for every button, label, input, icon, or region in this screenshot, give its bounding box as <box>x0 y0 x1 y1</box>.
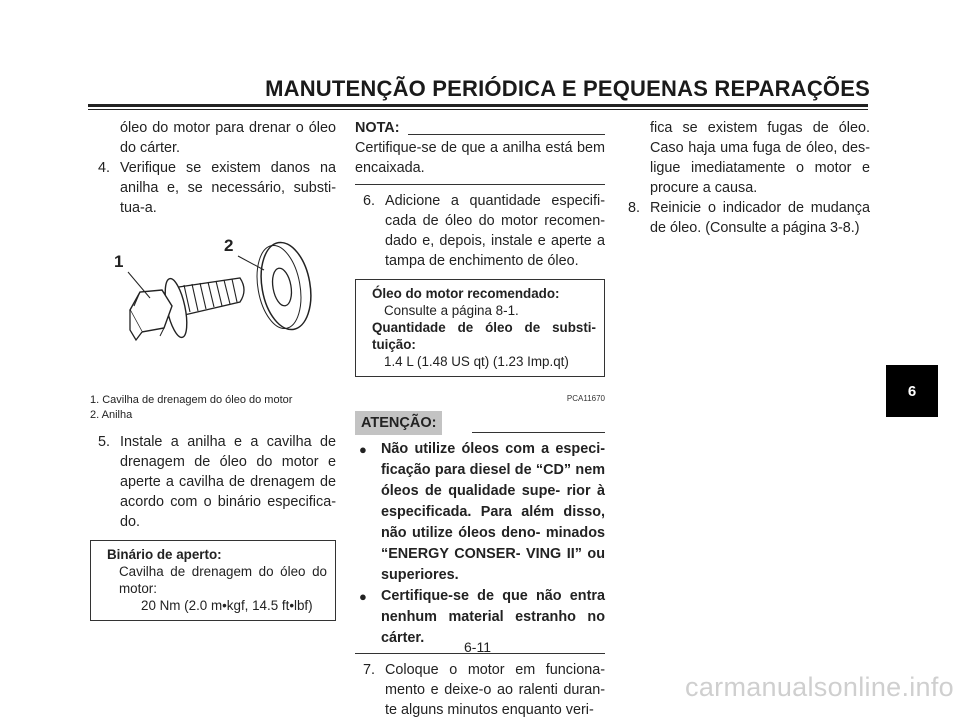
chapter-tab: 6 <box>886 365 938 417</box>
figure-caption-2: 2. Anilha <box>90 409 133 421</box>
torque-spec-item: Cavilha de drenagem do óleo do motor: <box>119 564 327 596</box>
page-header-title: MANUTENÇÃO PERIÓDICA E PEQUENAS REPARAÇÕES <box>265 76 870 101</box>
note-text: Certifique-se de que a anilha está bem encaixada. <box>355 138 605 185</box>
bullet-icon: ● <box>359 442 367 457</box>
step-7 <box>355 660 605 720</box>
caution-bullet-1-text: Não utilize óleos com a especi- ficação para diesel de “CD” nem óleos de qualidade supe- rior à especificada. Para além disso, não utilize óleos deno- minados “ENERGY CONSER- VING II” ou superiores. <box>381 441 605 583</box>
step-4-text: Verifique se existem danos na anilha e, se necessário, substi- tua-a. <box>120 160 336 216</box>
step-7-number: 7. <box>363 662 376 678</box>
column-middle <box>355 118 605 720</box>
drain-bolt-illustration <box>90 230 336 392</box>
caution-bullet-1 <box>355 439 605 586</box>
header-rule-thin <box>88 109 868 110</box>
figure-label-1: 1 <box>114 252 124 271</box>
note-title: NOTA: <box>355 120 400 136</box>
column-right <box>620 118 870 238</box>
page-number: 6-11 <box>464 639 491 655</box>
torque-spec-box <box>90 540 336 621</box>
torque-spec-value: 20 Nm (2.0 m•kgf, 14.5 ft•lbf) <box>141 598 313 613</box>
note-header <box>355 118 605 138</box>
caution-header-rule <box>472 414 605 433</box>
step-8-text: Reinicie o indicador de mudança de óleo. (Consulte a página 3-8.) <box>650 200 870 236</box>
caution-header <box>355 411 605 435</box>
step-7-text: Coloque o motor em funciona- mento e deixe-o ao ralenti duran- te alguns minutos enquanto veri- <box>385 662 605 718</box>
step-5 <box>90 432 336 532</box>
torque-spec-title: Binário de aperto: <box>107 547 222 562</box>
oil-spec-reference: Consulte a página 8-1. <box>384 303 519 318</box>
step-4-number: 4. <box>98 160 111 176</box>
step7-continuation: fica se existem fugas de óleo. Caso haja uma fuga de óleo, des- ligue imediatamente o motor e procure a causa. <box>650 120 870 196</box>
step-8 <box>620 198 870 238</box>
oil-spec-title: Óleo do motor recomendado: <box>372 286 560 301</box>
caution-bullet-2-text: Certifique-se de que não entra nenhum material estranho no cárter. <box>381 588 605 646</box>
header-rule-thick <box>88 104 868 107</box>
step-6 <box>355 191 605 271</box>
watermark: carmanualsonline.info <box>685 672 954 702</box>
figure-caption-1: 1. Cavilha de drenagem do óleo do motor <box>90 394 293 406</box>
oil-quantity-value: 1.4 L (1.48 US qt) (1.23 Imp.qt) <box>384 354 569 369</box>
step-8-number: 8. <box>628 200 641 216</box>
step-6-number: 6. <box>363 193 376 209</box>
oil-spec-box <box>355 279 605 377</box>
figure-drain-bolt-washer <box>90 230 336 392</box>
step-6-text: Adicione a quantidade especifi- cada de óleo do motor recomen- dado e, depois, instale e aperte a tampa de enchimento de óleo. <box>385 193 605 269</box>
step3-continuation: óleo do motor para drenar o óleo do cárter. <box>120 120 336 156</box>
bullet-icon: ● <box>359 589 367 604</box>
note-header-rule <box>408 122 606 135</box>
column-left <box>90 118 336 621</box>
oil-quantity-title: Quantidade de óleo de substi- tuição: <box>372 320 596 352</box>
caution-badge: ATENÇÃO: <box>355 411 442 435</box>
step-5-number: 5. <box>98 434 111 450</box>
step-5-text: Instale a anilha e a cavilha de drenagem de óleo do motor e aperte a cavilha de drenagem de acordo com o binário especifica- do. <box>120 434 336 530</box>
caution-code: PCA11670 <box>566 394 605 403</box>
figure-label-2: 2 <box>224 236 234 255</box>
step-4 <box>90 158 336 218</box>
